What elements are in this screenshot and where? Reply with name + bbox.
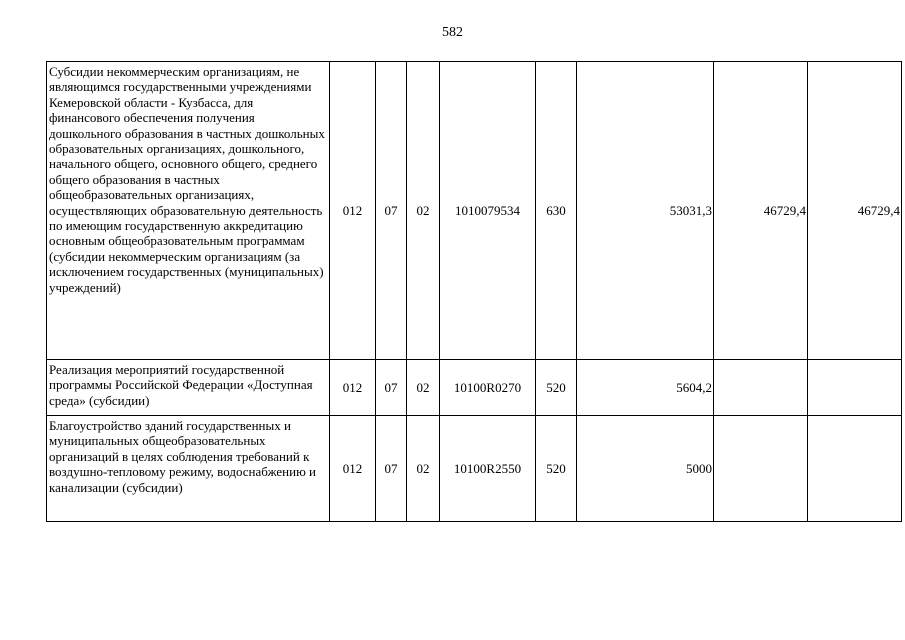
table-row <box>47 416 902 522</box>
ministry-code-cell: 012 <box>330 416 376 522</box>
expense-type-cell: 520 <box>536 416 577 522</box>
section-code-cell: 07 <box>376 416 407 522</box>
amount-2-cell <box>714 360 808 416</box>
amount-3-cell <box>808 360 902 416</box>
ministry-code-cell: 012 <box>330 62 376 360</box>
amount-1-cell: 5000 <box>577 416 714 522</box>
amount-2-cell <box>714 416 808 522</box>
expense-name-cell: Благоустройство зданий государственных и муниципальных общеобразовательных организаций в целях соблюдения требований к воздушно-тепловому режиму, водоснабжению и канализации (субсидии) <box>47 416 330 522</box>
expense-name-cell: Реализация мероприятий государственной программы Российской Федерации «Доступная среда» (субсидии) <box>47 360 330 416</box>
subsection-code-cell: 02 <box>407 360 440 416</box>
expense-type-cell: 520 <box>536 360 577 416</box>
target-article-cell: 10100R0270 <box>440 360 536 416</box>
amount-3-cell <box>808 416 902 522</box>
amount-2-cell: 46729,4 <box>714 62 808 360</box>
expense-name-cell: Субсидии некоммерческим организациям, не являющимся государственными учреждениями Кемеровской области - Кузбасса, для финансового обеспечения получения дошкольного образования в частных дошкольных образовательных организациях, дошкольного, начального общего, основного общего, среднего общего образования в частных общеобразовательных организациях, осуществляющих образовательную деятельность по имеющим государственную аккредитацию основным общеобразовательным программам (субсидии некоммерческим организациям (за исключением государственных (муниципальных) учреждений) <box>47 62 330 360</box>
target-article-cell: 10100R2550 <box>440 416 536 522</box>
page-number: 582 <box>442 25 463 40</box>
table-row <box>47 360 902 416</box>
table-row <box>47 62 902 360</box>
subsection-code-cell: 02 <box>407 416 440 522</box>
expense-type-cell: 630 <box>536 62 577 360</box>
section-code-cell: 07 <box>376 62 407 360</box>
target-article-cell: 1010079534 <box>440 62 536 360</box>
amount-1-cell: 5604,2 <box>577 360 714 416</box>
budget-table <box>46 61 902 522</box>
subsection-code-cell: 02 <box>407 62 440 360</box>
amount-3-cell: 46729,4 <box>808 62 902 360</box>
ministry-code-cell: 012 <box>330 360 376 416</box>
section-code-cell: 07 <box>376 360 407 416</box>
amount-1-cell: 53031,3 <box>577 62 714 360</box>
